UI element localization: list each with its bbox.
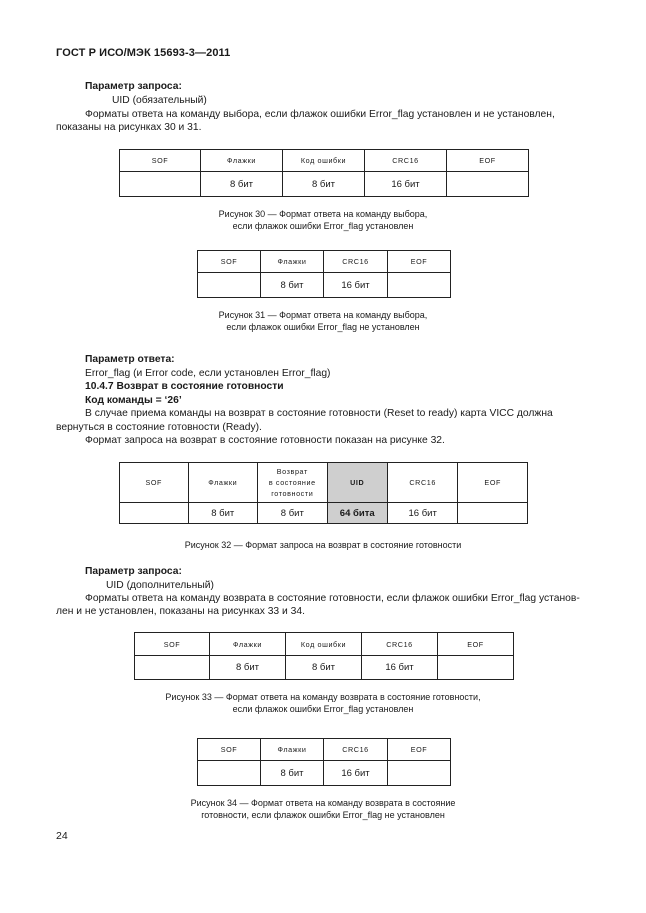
header-line: в состояние — [268, 478, 316, 487]
paragraph-line: вернуться в состояние готовности (Ready). — [56, 422, 262, 433]
header-cell: Код ошибки — [286, 633, 362, 656]
header-cell: EOF — [388, 251, 451, 273]
header-cell: SOF — [198, 739, 261, 761]
response-param-value: Error_flag (и Error code, если установлен Error_flag) — [85, 368, 331, 379]
figure-33-caption: Рисунок 33 — Формат ответа на команду возврата в состояние готовности, — [165, 692, 481, 702]
value-cell — [120, 503, 189, 524]
value-cell: 16 бит — [324, 761, 388, 786]
header-line: Возврат — [276, 467, 308, 476]
header-cell: Флажки — [210, 633, 286, 656]
value-cell — [120, 172, 201, 197]
figure-31-table — [197, 250, 451, 298]
paragraph-line: лен и не установлен, показаны на рисунках 33 и 34. — [56, 606, 305, 617]
value-cell: 8 бит — [261, 761, 324, 786]
figure-30-table — [119, 149, 529, 197]
value-cell: 8 бит — [283, 172, 365, 197]
header-cell-uid: UID — [327, 463, 387, 503]
header-cell: SOF — [198, 251, 261, 273]
header-cell: SOF — [135, 633, 210, 656]
value-cell — [458, 503, 528, 524]
figure-33-table — [134, 632, 514, 680]
paragraph-line: Формат запроса на возврат в состояние готовности показан на рисунке 32. — [85, 435, 445, 446]
value-cell — [388, 273, 451, 298]
command-code: Код команды = ‘26’ — [85, 395, 182, 406]
header-cell: SOF — [120, 463, 189, 503]
request-param-heading: Параметр запроса: — [85, 566, 182, 577]
value-cell: 16 бит — [387, 503, 458, 524]
header-cell: CRC16 — [387, 463, 458, 503]
paragraph-line: показаны на рисунках 30 и 31. — [56, 122, 202, 133]
header-cell: EOF — [438, 633, 514, 656]
header-cell: Флажки — [201, 150, 283, 172]
value-cell: 16 бит — [324, 273, 388, 298]
paragraph-line: В случае приема команды на возврат в состояние готовности (Reset to ready) карта VICC должна — [85, 408, 553, 419]
header-cell: Код ошибки — [283, 150, 365, 172]
figure-33-caption: если флажок ошибки Error_flag установлен — [232, 704, 414, 714]
header-cell: CRC16 — [324, 739, 388, 761]
value-cell: 8 бит — [286, 656, 362, 680]
request-param-value: UID (обязательный) — [112, 95, 207, 106]
header-cell-multiline — [258, 463, 328, 503]
header-cell: Флажки — [188, 463, 258, 503]
value-cell — [135, 656, 210, 680]
paragraph-line: Форматы ответа на команду возврата в состояние готовности, если флажок ошибки Error_flag установ- — [85, 593, 580, 604]
figure-30-caption: Рисунок 30 — Формат ответа на команду выбора, — [218, 209, 428, 219]
figure-31-caption: если флажок ошибки Error_flag не установлен — [226, 322, 420, 332]
value-cell: 16 бит — [365, 172, 447, 197]
request-param-heading: Параметр запроса: — [85, 81, 182, 92]
value-cell — [447, 172, 529, 197]
value-cell — [388, 761, 451, 786]
figure-34-caption: Рисунок 34 — Формат ответа на команду возврата в состояние — [190, 798, 456, 808]
figure-34-caption: готовности, если флажок ошибки Error_flag не установлен — [201, 810, 445, 820]
header-cell: Флажки — [261, 739, 324, 761]
header-cell: SOF — [120, 150, 201, 172]
document-header: ГОСТ Р ИСО/МЭК 15693-3—2011 — [56, 47, 231, 59]
value-cell: 16 бит — [362, 656, 438, 680]
page-number: 24 — [56, 830, 68, 842]
value-cell: 8 бит — [258, 503, 328, 524]
header-cell: CRC16 — [324, 251, 388, 273]
figure-31-caption: Рисунок 31 — Формат ответа на команду выбора, — [218, 310, 428, 320]
value-cell — [438, 656, 514, 680]
header-cell: EOF — [388, 739, 451, 761]
header-cell: EOF — [447, 150, 529, 172]
header-cell: CRC16 — [365, 150, 447, 172]
value-cell: 8 бит — [201, 172, 283, 197]
value-cell: 8 бит — [210, 656, 286, 680]
response-param-heading: Параметр ответа: — [85, 354, 175, 365]
header-cell: EOF — [458, 463, 528, 503]
subsection-title: 10.4.7 Возврат в состояние готовности — [85, 381, 284, 392]
value-cell: 8 бит — [261, 273, 324, 298]
value-cell-uid: 64 бита — [327, 503, 387, 524]
header-line: готовности — [271, 489, 314, 498]
paragraph-line: Форматы ответа на команду выбора, если флажок ошибки Error_flag установлен и не установлен, — [85, 109, 555, 120]
value-cell: 8 бит — [188, 503, 258, 524]
header-cell: CRC16 — [362, 633, 438, 656]
figure-30-caption: если флажок ошибки Error_flag установлен — [232, 221, 414, 231]
value-cell — [198, 761, 261, 786]
figure-34-table — [197, 738, 451, 786]
figure-32-caption: Рисунок 32 — Формат запроса на возврат в состояние готовности — [184, 540, 462, 550]
figure-32-table — [119, 462, 528, 524]
request-param-value: UID (дополнительный) — [106, 580, 214, 591]
header-cell: Флажки — [261, 251, 324, 273]
value-cell — [198, 273, 261, 298]
